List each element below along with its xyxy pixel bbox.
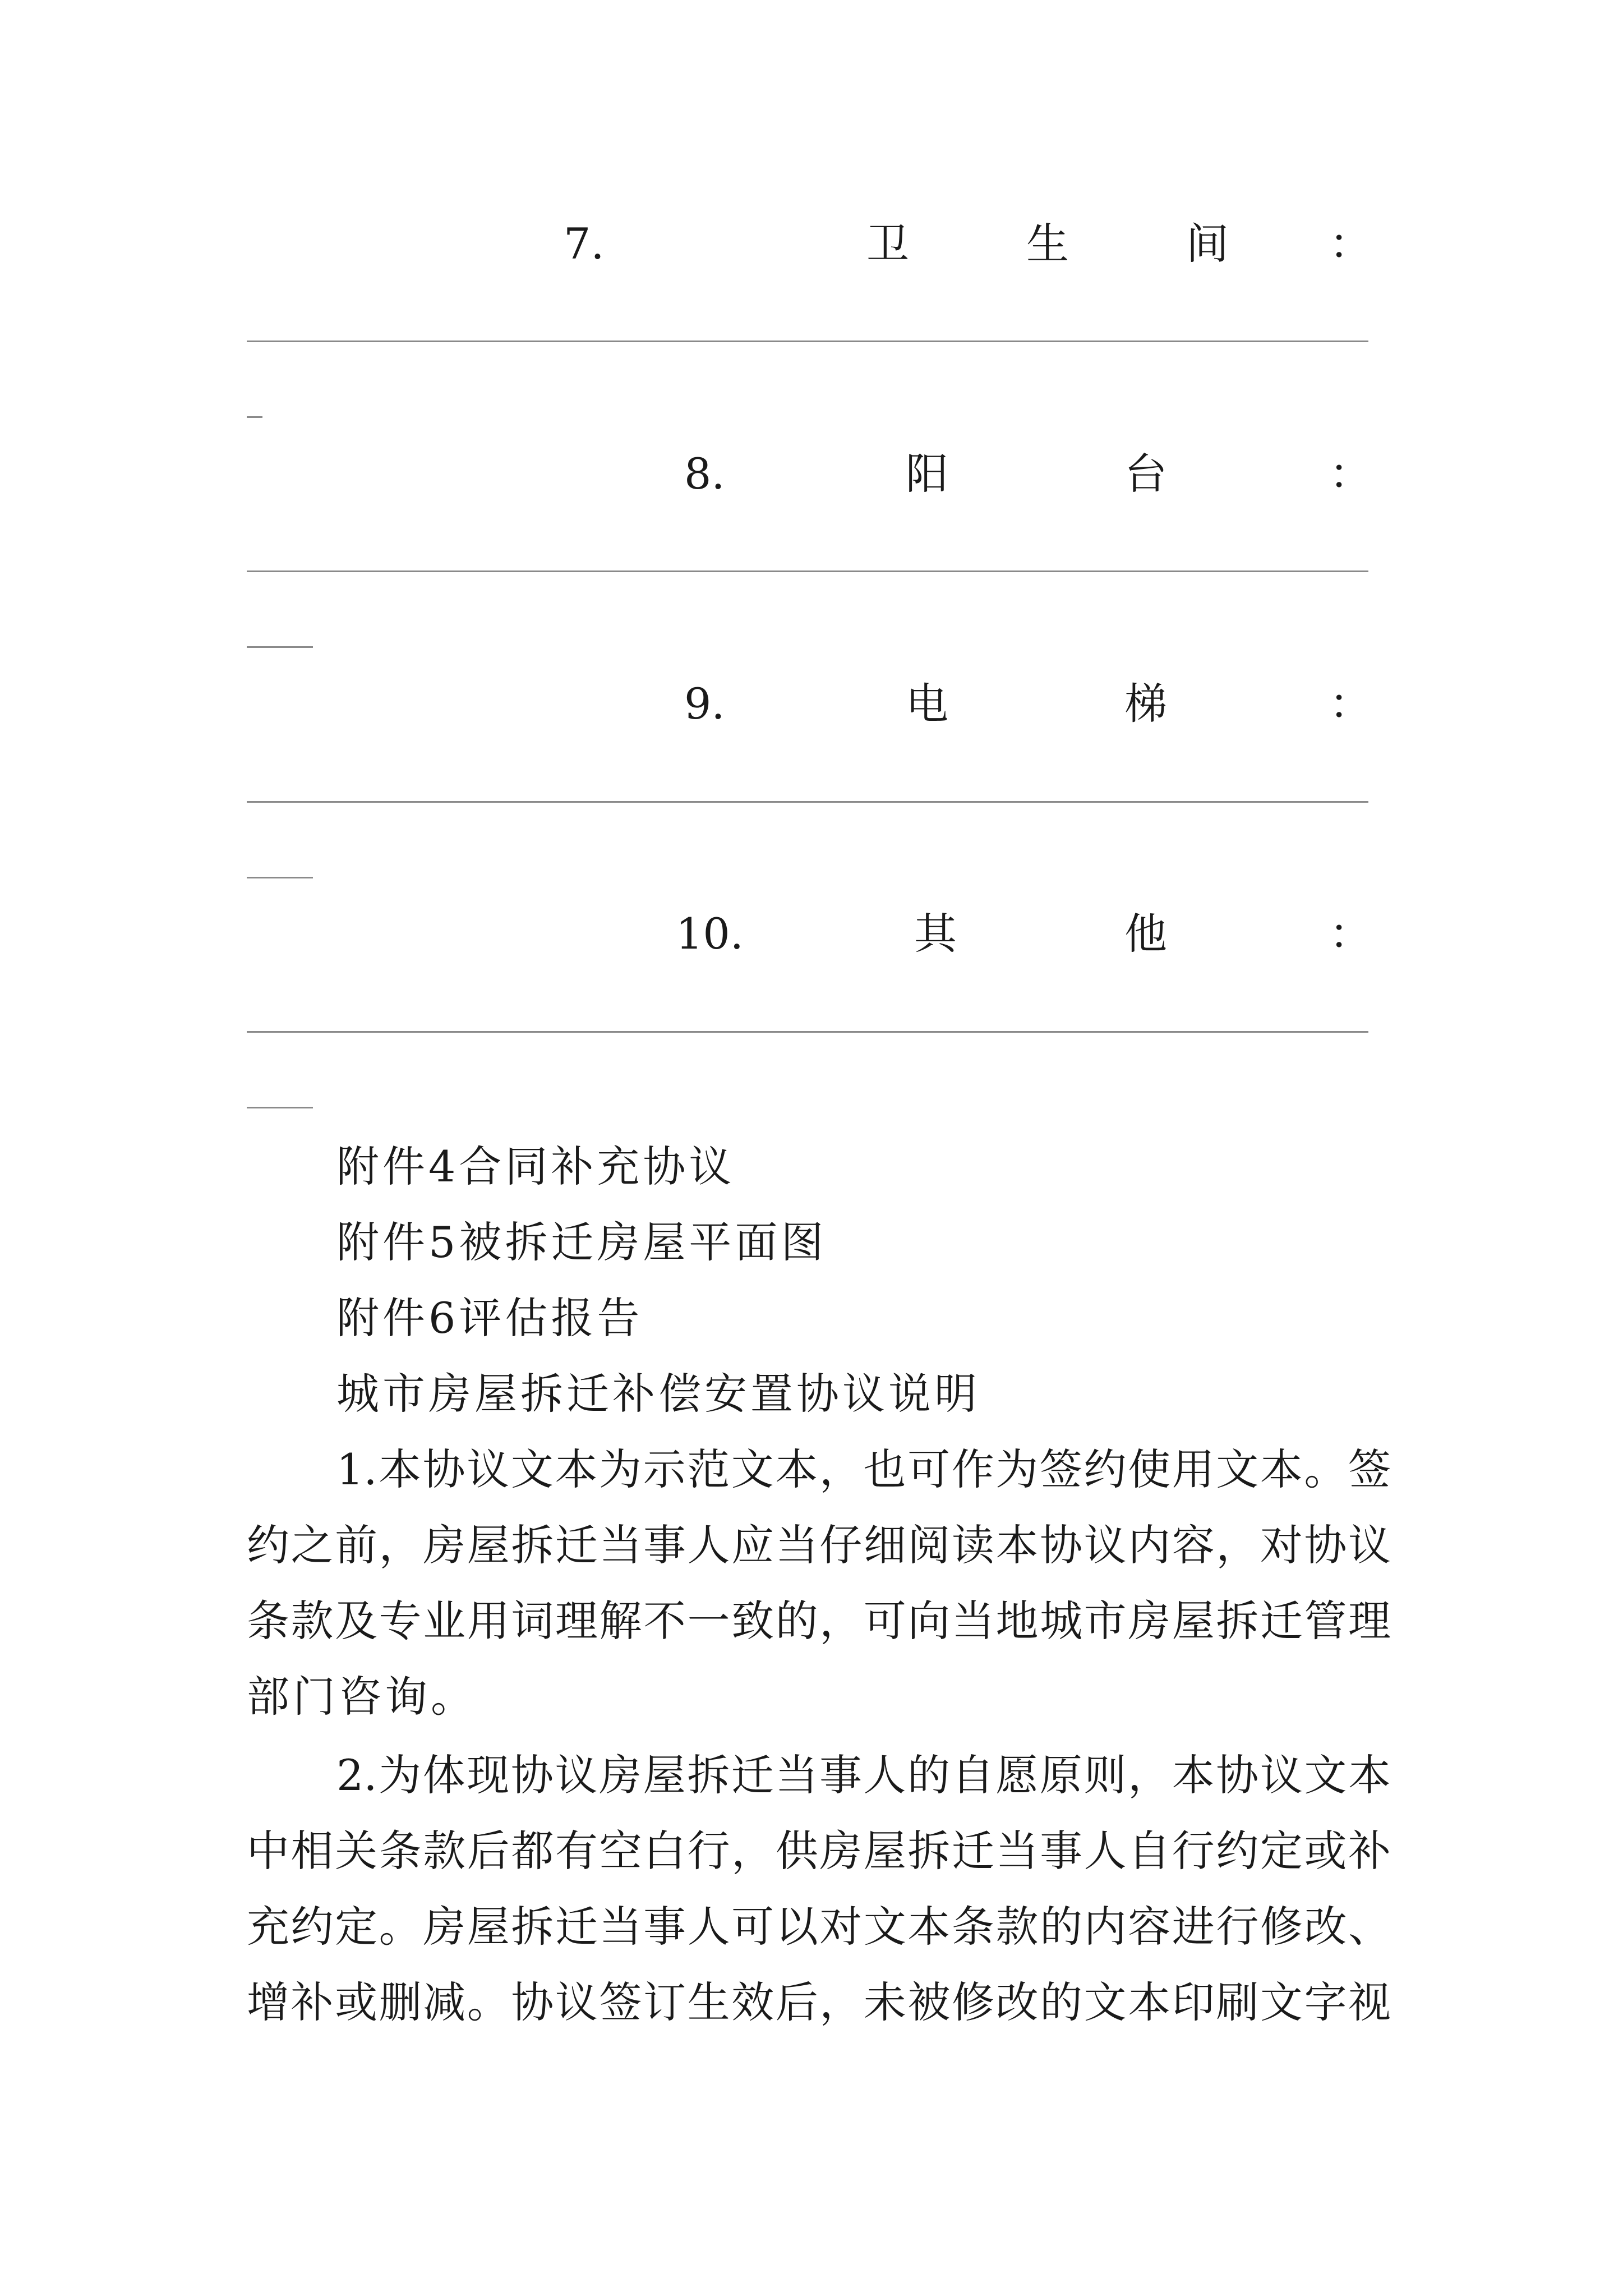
item-char: 间 [1186, 219, 1229, 269]
paragraph-line: 中相关条款后都有空白行，供房屋拆迁当事人自行约定或补 [247, 1826, 1391, 1876]
paragraph-line: 增补或删减。协议签订生效后，未被修改的文本印刷文字视 [247, 1977, 1391, 2027]
item-char: 卫 [866, 219, 909, 269]
item-char: 台 [1124, 449, 1167, 499]
item-colon: ： [1329, 679, 1372, 729]
item-char: 阳 [906, 449, 948, 499]
item-row-10 [0, 903, 1623, 965]
fill-in-line-tail [247, 877, 313, 878]
item-char: 生 [1026, 219, 1069, 269]
attachment-item: 附件6评估报告 [336, 1293, 643, 1343]
fill-in-line [247, 570, 1368, 572]
item-char: 梯 [1124, 679, 1167, 729]
paragraph-line: 部门咨询。 [247, 1672, 477, 1722]
paragraph-line: 约之前，房屋拆迁当事人应当仔细阅读本协议内容，对协议 [247, 1520, 1391, 1570]
item-char: 他 [1124, 909, 1167, 959]
fill-in-line [247, 1031, 1368, 1033]
item-number: 10. [676, 909, 744, 959]
item-number: 9. [684, 679, 725, 729]
item-row-8 [0, 443, 1623, 505]
fill-in-line [247, 341, 1368, 342]
paragraph-line: 2.为体现协议房屋拆迁当事人的自愿原则，本协议文本 [336, 1750, 1391, 1800]
paragraph-line: 充约定。房屋拆迁当事人可以对文本条款的内容进行修改、 [247, 1902, 1391, 1952]
item-char: 电 [906, 679, 948, 729]
paragraph-line: 条款及专业用词理解不一致的，可向当地城市房屋拆迁管理 [247, 1596, 1391, 1646]
fill-in-line [247, 801, 1368, 803]
section-title: 城市房屋拆迁补偿安置协议说明 [336, 1369, 980, 1419]
item-colon: ： [1329, 449, 1372, 499]
item-colon: ： [1329, 909, 1372, 959]
fill-in-line-tail [247, 416, 262, 418]
attachment-item: 附件4合同补充协议 [336, 1142, 735, 1191]
fill-in-line-tail [247, 646, 313, 648]
item-number: 7. [564, 219, 605, 269]
item-colon: ： [1329, 219, 1372, 269]
item-row-9 [0, 673, 1623, 735]
item-row-7 [0, 213, 1623, 275]
item-number: 8. [684, 449, 725, 499]
item-char: 其 [914, 909, 957, 959]
fill-in-line-tail [247, 1107, 313, 1108]
paragraph-line: 1.本协议文本为示范文本，也可作为签约使用文本。签 [336, 1444, 1391, 1494]
attachment-item: 附件5被拆迁房屋平面图 [336, 1217, 827, 1267]
